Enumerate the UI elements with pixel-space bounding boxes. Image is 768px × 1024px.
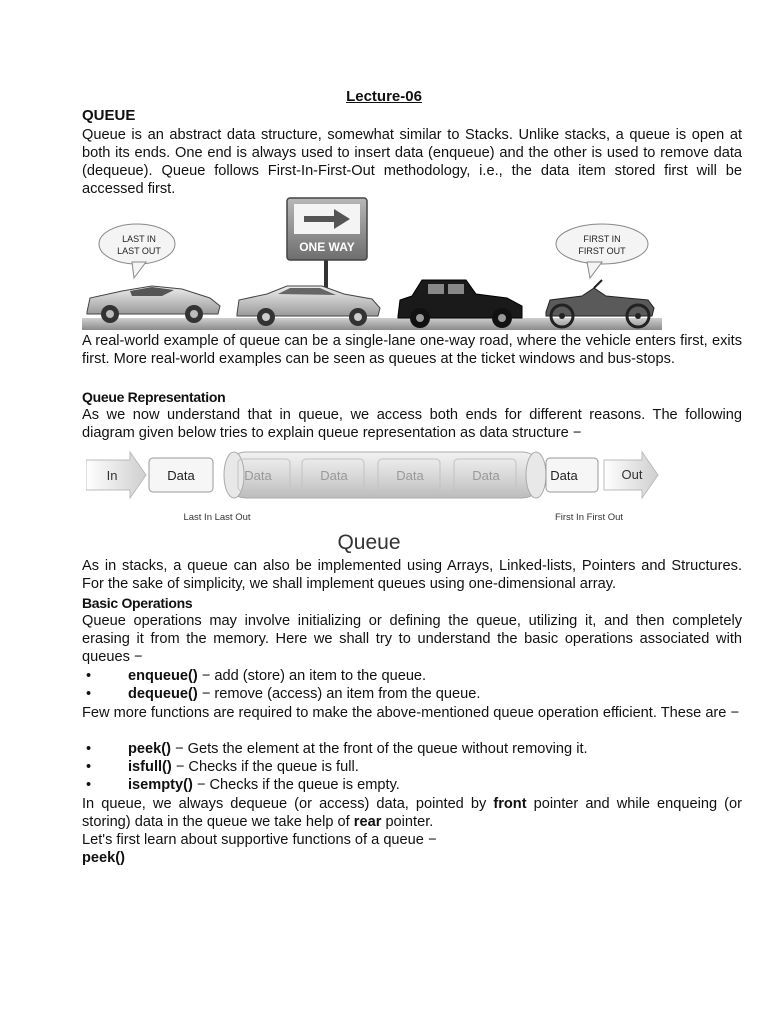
peek-heading: peek()	[82, 850, 125, 866]
svg-text:LAST IN: LAST IN	[122, 234, 156, 244]
svg-text:FIRST IN: FIRST IN	[583, 234, 621, 244]
last-in-last-out-caption: Last In Last Out	[183, 512, 251, 523]
svg-text:LAST OUT: LAST OUT	[117, 246, 161, 256]
bullet-icon: •	[86, 668, 92, 684]
function-desc: − Checks if the queue is empty.	[192, 777, 400, 793]
out-label: Out	[621, 467, 643, 482]
bullet-icon: •	[86, 759, 92, 775]
svg-text:Data: Data	[396, 468, 424, 483]
function-name: dequeue()	[128, 686, 198, 702]
function-desc: − Checks if the queue is full.	[171, 759, 359, 775]
function-name: isempty()	[128, 777, 193, 793]
sign-text: ONE WAY	[299, 240, 355, 254]
svg-text:Data: Data	[244, 468, 272, 483]
one-way-road-figure	[82, 196, 662, 334]
svg-text:Data: Data	[472, 468, 500, 483]
svg-text:Data: Data	[167, 468, 195, 483]
implementation-paragraph: As in stacks, a queue can also be implemented using Arrays, Linked-lists, Pointers and Structures. For the sake of simplicity, we shall implement queues using one-dimensional array.	[82, 558, 742, 592]
queue-diagram-title: Queue	[337, 531, 401, 554]
svg-text:Data: Data	[550, 468, 578, 483]
sports-car-icon	[87, 286, 220, 323]
real-world-paragraph: A real-world example of queue can be a single-lane one-way road, where the vehicle enters first, exits first. More real-world examples can be seen as queues at the ticket windows and bus-stops.	[82, 333, 742, 367]
bullet-icon: •	[86, 741, 92, 757]
svg-text:FIRST OUT: FIRST OUT	[578, 246, 626, 256]
front-keyword: front	[493, 796, 527, 812]
rear-keyword: rear	[353, 814, 382, 830]
queue-heading: QUEUE	[82, 107, 136, 124]
few-more-paragraph: Few more functions are required to make the above-mentioned queue operation efficient. These are −	[82, 705, 739, 721]
intro-paragraph: Queue is an abstract data structure, somewhat similar to Stacks. Unlike stacks, a queue is open at both its ends. One end is always used to insert data (enqueue) and the other is used to remove data (dequeue). Queue follows First-In-First-Out methodology, i.e., the data item stored first will be accessed first.	[82, 127, 742, 197]
function-desc: − remove (access) an item from the queue.	[197, 686, 481, 702]
bullet-icon: •	[86, 777, 92, 793]
supportive-functions-line: Let's first learn about supportive functions of a queue −	[82, 832, 437, 848]
svg-text:Data: Data	[320, 468, 348, 483]
function-name: enqueue()	[128, 668, 198, 684]
function-name: peek()	[128, 741, 171, 757]
bullet-icon: •	[86, 686, 92, 702]
first-in-first-out-bubble	[556, 224, 648, 278]
function-name: isfull()	[128, 759, 172, 775]
one-way-sign	[287, 198, 367, 293]
basic-operations-heading: Basic Operations	[82, 595, 193, 611]
function-desc: − Gets the element at the front of the queue without removing it.	[170, 741, 588, 757]
queue-representation-diagram	[86, 448, 666, 560]
lecture-title: Lecture-06	[346, 88, 422, 105]
in-label: In	[106, 468, 118, 483]
queue-representation-heading: Queue Representation	[82, 389, 226, 405]
pointer-paragraph: In queue, we always dequeue (or access) data, pointed by front pointer and while enqueing (or storing) data in the queue we take help of rear pointer.	[82, 796, 742, 830]
last-in-last-out-bubble	[99, 224, 175, 278]
representation-paragraph: As we now understand that in queue, we access both ends for different reasons. The following diagram given below tries to explain queue representation as data structure −	[82, 407, 742, 441]
basic-operations-paragraph: Queue operations may involve initializing or defining the queue, utilizing it, and then completely erasing it from the memory. Here we shall try to understand the basic operations associated with queues −	[82, 613, 742, 665]
first-in-first-out-caption: First In First Out	[554, 512, 624, 523]
function-desc: − add (store) an item to the queue.	[197, 668, 427, 684]
road	[82, 318, 662, 330]
